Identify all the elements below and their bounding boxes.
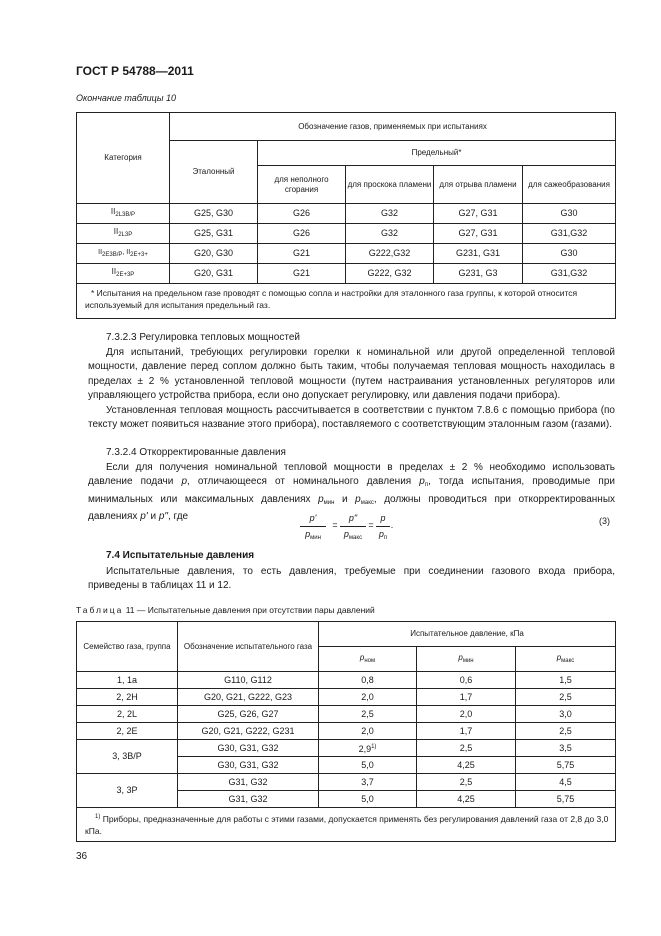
max-cell: 1,5 <box>516 672 616 689</box>
paragraph: Для испытаний, требующих регулировки горелки к номинальной или другой определенной тепловой мощности, давление перед соплом должно быть таким, чтобы получаемая тепловая мощность находилась в пределах ± 2 % установленной тепловой мощности (путем настраивания установленных регуляторов или управляющего устройства прибора, если оно допускает регулировку, или давления подачи прибора). <box>88 347 615 402</box>
family-cell: 2, 2L <box>77 706 178 723</box>
table-cell: G30 <box>523 204 616 224</box>
table-cell: G27, G31 <box>434 204 523 224</box>
table-cell: G25, G31 <box>170 224 258 244</box>
min-cell: 2,5 <box>417 774 516 791</box>
table-row <box>77 689 616 706</box>
min-cell: 2,0 <box>417 706 516 723</box>
section-heading: 7.4 Испытательные давления <box>106 550 255 561</box>
formula-den: $p_{макс}$ <box>343 529 363 541</box>
gas-cell: G20, G21, G222, G231 <box>178 723 319 740</box>
header-p-nom: $p_{ном}$ <box>319 647 417 672</box>
header-reference: Эталонный <box>170 141 258 204</box>
table-11 <box>76 621 616 842</box>
table10-footnote: * Испытания на предельном газе проводят с помощью сопла и настройки для эталонного газа группы, к которой относится используемый для испытания предельный газ. <box>77 284 616 319</box>
nom-cell: 3,7 <box>319 774 417 791</box>
table-cell: G222,G32 <box>346 244 434 264</box>
table10-caption: Окончание таблицы 10 <box>76 93 176 103</box>
table-cell: G31,G32 <box>523 224 616 244</box>
gas-cell: G20, G21, G222, G23 <box>178 689 319 706</box>
nom-cell: 2,0 <box>319 689 417 706</box>
table-row <box>77 706 616 723</box>
category-cell: $II_{2L3B/P}$ <box>77 204 170 224</box>
min-cell: 4,25 <box>417 791 516 808</box>
paragraph: Установленная тепловая мощность рассчитывается в соответствии с пунктом 7.8.6 с помощью прибора (по тексту может появиться название этого прибора), поставляемого с соответствующим эталонным газом (газами). <box>88 405 615 431</box>
table-cell: G21 <box>258 264 346 284</box>
table-cell: G20, G31 <box>170 264 258 284</box>
formula-den: $p_п$ <box>378 529 388 541</box>
formula-3 <box>300 509 400 545</box>
formula-number: (3) <box>599 516 610 526</box>
header-gases: Обозначение газов, применяемых при испытаниях <box>170 113 616 141</box>
header-p-min: $p_{мин}$ <box>417 647 516 672</box>
formula-end: . <box>390 520 394 530</box>
nom-cell: 5,0 <box>319 757 417 774</box>
table-10 <box>76 112 616 319</box>
table-row <box>77 672 616 689</box>
table-row <box>77 774 616 791</box>
max-cell: 5,75 <box>516 757 616 774</box>
header-p-max: $p_{макс}$ <box>516 647 616 672</box>
formula-den: $p_{мин}$ <box>305 529 321 541</box>
formula-num: p" <box>348 513 358 523</box>
table-cell: G32 <box>346 204 434 224</box>
header-gas: Обозначение испытательного газа <box>178 622 319 672</box>
header-pressure: Испытательное давление, кПа <box>319 622 616 647</box>
table-cell: G25, G30 <box>170 204 258 224</box>
table-cell: G26 <box>258 224 346 244</box>
min-cell: 2,5 <box>417 740 516 757</box>
table11-caption: Таблица 11 — Испытательные давления при отсутствии пары давлений <box>76 605 375 615</box>
family-cell: 2, 2H <box>77 689 178 706</box>
max-cell: 3,0 <box>516 706 616 723</box>
formula-num: p <box>380 513 386 523</box>
table-row <box>77 204 616 224</box>
table-cell: G20, G30 <box>170 244 258 264</box>
header-limit: Предельный* <box>258 141 616 166</box>
header-col: для неполного сгорания <box>258 166 346 204</box>
table-cell: G26 <box>258 204 346 224</box>
table-cell: G231, G3 <box>434 264 523 284</box>
max-cell: 5,75 <box>516 791 616 808</box>
category-cell: $II_{2E+3P}$ <box>77 264 170 284</box>
min-cell: 0,6 <box>417 672 516 689</box>
fraction-line <box>300 526 326 527</box>
min-cell: 1,7 <box>417 723 516 740</box>
formula-eq: = <box>332 520 338 530</box>
table-cell: G21 <box>258 244 346 264</box>
nom-cell: 2,9$^{1)}$ <box>319 740 417 757</box>
section-heading: 7.3.2.3 Регулировка тепловых мощностей <box>106 332 300 343</box>
document-header: ГОСТ Р 54788—2011 <box>76 64 194 78</box>
table-cell: G31,G32 <box>523 264 616 284</box>
max-cell: 4,5 <box>516 774 616 791</box>
header-col: для проскока пламени <box>346 166 434 204</box>
formula-num: p' <box>309 513 317 523</box>
nom-cell: 5,0 <box>319 791 417 808</box>
formula-eq: = <box>368 520 374 530</box>
table-row <box>77 244 616 264</box>
nom-cell: 0,8 <box>319 672 417 689</box>
gas-cell: G31, G32 <box>178 774 319 791</box>
fraction-line <box>376 526 390 527</box>
paragraph: Испытательные давления, то есть давления, требуемые при соединении газового входа прибора, приведены в таблицах 11 и 12. <box>88 566 615 592</box>
family-cell: 2, 2E <box>77 723 178 740</box>
page-number: 36 <box>76 851 88 862</box>
gas-cell: G31, G32 <box>178 791 319 808</box>
table-row <box>77 723 616 740</box>
gas-cell: G30, G31, G32 <box>178 757 319 774</box>
family-cell: 3, 3B/P <box>77 740 178 774</box>
gas-cell: G110, G112 <box>178 672 319 689</box>
header-category: Категория <box>77 113 170 204</box>
gas-cell: G30, G31, G32 <box>178 740 319 757</box>
family-cell: 3, 3P <box>77 774 178 808</box>
category-cell: $II_{2L3P}$ <box>77 224 170 244</box>
table-cell: G222, G32 <box>346 264 434 284</box>
table-cell: G30 <box>523 244 616 264</box>
table-row <box>77 740 616 757</box>
min-cell: 4,25 <box>417 757 516 774</box>
fraction-line <box>340 526 366 527</box>
header-col: для отрыва пламени <box>434 166 523 204</box>
table-cell: G32 <box>346 224 434 244</box>
max-cell: 2,5 <box>516 689 616 706</box>
max-cell: 3,5 <box>516 740 616 757</box>
paragraph: Если для получения номинальной тепловой мощности в пределах ± 2 % необходимо использовать давление подачи p, отличающееся от номинального давления $p_п$, тогда испытания, проводимые при минимальных или максимальных давлениях $p_{мин}$ и $p_{макс}$, должны проводиться при откорректированных давлениях p' и p", где <box>88 462 616 523</box>
table-row <box>77 224 616 244</box>
nom-cell: 2,0 <box>319 723 417 740</box>
section-heading: 7.3.2.4 Откорректированные давления <box>106 447 286 458</box>
max-cell: 2,5 <box>516 723 616 740</box>
table-row <box>77 264 616 284</box>
family-cell: 1, 1a <box>77 672 178 689</box>
table11-footnote: $^{1)}$ Приборы, предназначенные для работы с этими газами, допускается применять без регулирования давлений газа от 2,8 до 3,0 кПа. <box>77 808 616 842</box>
table-cell: G27, G31 <box>434 224 523 244</box>
gas-cell: G25, G26, G27 <box>178 706 319 723</box>
header-col: для сажеобразования <box>523 166 616 204</box>
table-cell: G231, G31 <box>434 244 523 264</box>
nom-cell: 2,5 <box>319 706 417 723</box>
min-cell: 1,7 <box>417 689 516 706</box>
category-cell: $II_{2E3B/P}$, $II_{2E+3+}$ <box>77 244 170 264</box>
header-family: Семейство газа, группа <box>77 622 178 672</box>
